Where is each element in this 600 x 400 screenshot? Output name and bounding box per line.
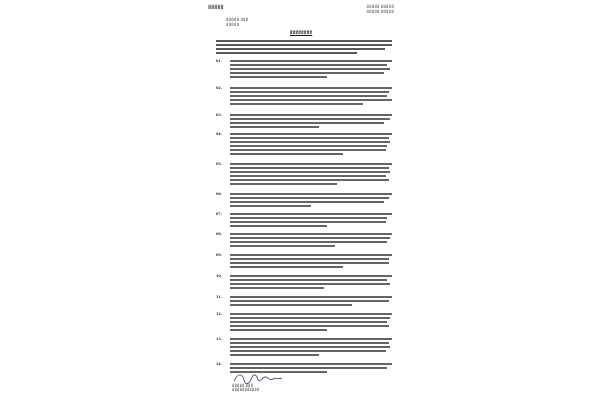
numbered-paragraph bbox=[230, 296, 392, 308]
text-line bbox=[230, 313, 392, 315]
addressee-block bbox=[226, 18, 248, 27]
paragraph-number: 04. bbox=[216, 132, 222, 136]
text-line bbox=[216, 48, 385, 50]
paragraph-number: 06. bbox=[216, 192, 222, 196]
text-line bbox=[230, 205, 311, 207]
text-line bbox=[230, 241, 387, 243]
paragraph-number: 09. bbox=[216, 253, 222, 257]
text-line bbox=[230, 254, 392, 256]
text-line bbox=[230, 149, 386, 151]
text-line bbox=[230, 346, 390, 348]
paragraph-number: 10. bbox=[216, 274, 222, 278]
text-line bbox=[230, 141, 390, 143]
text-line bbox=[230, 87, 392, 89]
text-line bbox=[230, 321, 387, 323]
text-line bbox=[230, 64, 387, 66]
text-line bbox=[230, 91, 389, 93]
text-line bbox=[230, 175, 386, 177]
text-line bbox=[230, 329, 327, 331]
text-line bbox=[230, 197, 389, 199]
paragraph-number: 03. bbox=[216, 113, 222, 117]
paragraph-number: 01. bbox=[216, 59, 222, 63]
text-line bbox=[230, 258, 389, 260]
text-line bbox=[230, 167, 389, 169]
reference-line-1: ꍎꍎꍎꍎꍎ ꍎꍎꍎꍎꍎ bbox=[366, 5, 394, 9]
text-line bbox=[230, 133, 392, 135]
text-line bbox=[230, 118, 390, 120]
text-line bbox=[230, 279, 387, 281]
text-line bbox=[230, 72, 384, 74]
addressee-line-2: ꍎꍎꍎꍎꍎ bbox=[226, 22, 240, 27]
addressee-line-1: ꍎꍎꍎꍎꍎ ꍎꍎꍎ bbox=[226, 18, 249, 22]
text-line bbox=[230, 213, 392, 215]
paragraph-number: 05. bbox=[216, 162, 222, 166]
text-line bbox=[230, 367, 387, 369]
text-line bbox=[230, 266, 343, 268]
text-line bbox=[216, 52, 357, 54]
text-line bbox=[230, 68, 390, 70]
signatory bbox=[232, 384, 259, 392]
paragraph-number: 14. bbox=[216, 362, 222, 366]
paragraph-number: 11. bbox=[216, 295, 222, 299]
signature-image bbox=[232, 371, 292, 385]
numbered-paragraph bbox=[230, 338, 392, 358]
text-line bbox=[230, 153, 343, 155]
text-line bbox=[230, 126, 319, 128]
text-line bbox=[230, 217, 387, 219]
text-line bbox=[230, 287, 324, 289]
text-line bbox=[230, 114, 392, 116]
text-line bbox=[230, 179, 389, 181]
text-line bbox=[230, 304, 352, 306]
signatory-name: ꍎꍎꍎꍎꍎ ꍎꍎꍎ bbox=[232, 384, 253, 388]
text-line bbox=[230, 163, 392, 165]
document-id: ꍎꍎꍎꍎꍎ bbox=[208, 5, 224, 10]
text-line bbox=[230, 296, 392, 298]
numbered-paragraph bbox=[230, 193, 392, 209]
text-line bbox=[230, 99, 392, 101]
text-line bbox=[230, 137, 389, 139]
document-title: ꍎꍎꍎꍎꍎꍎꍎꍎ bbox=[289, 31, 313, 35]
numbered-paragraph bbox=[230, 87, 392, 107]
text-line bbox=[230, 145, 387, 147]
numbered-paragraph bbox=[230, 163, 392, 187]
text-line bbox=[230, 103, 363, 105]
document-page bbox=[208, 2, 394, 398]
paragraph-number: 07. bbox=[216, 212, 222, 216]
numbered-paragraph bbox=[230, 233, 392, 249]
paragraph-number: 13. bbox=[216, 337, 222, 341]
text-line bbox=[230, 275, 392, 277]
text-line bbox=[230, 338, 392, 340]
text-line bbox=[230, 221, 386, 223]
numbered-paragraph bbox=[230, 114, 392, 130]
text-line bbox=[230, 350, 386, 352]
intro-paragraph bbox=[216, 40, 392, 56]
numbered-paragraph bbox=[230, 313, 392, 333]
text-line bbox=[230, 237, 390, 239]
text-line bbox=[230, 225, 327, 227]
text-line bbox=[230, 193, 392, 195]
text-line bbox=[230, 325, 389, 327]
text-line bbox=[216, 40, 392, 42]
numbered-paragraph bbox=[230, 60, 392, 80]
numbered-paragraph bbox=[230, 213, 392, 229]
paragraph-number: 08. bbox=[216, 232, 222, 236]
numbered-paragraph bbox=[230, 254, 392, 270]
text-line bbox=[230, 95, 387, 97]
signatory-title: ꍎꍎꍎꍎꍎꍎꍎꍎꍎꍎꍎ bbox=[232, 388, 260, 392]
text-line bbox=[230, 60, 392, 62]
text-line bbox=[230, 363, 392, 365]
text-line bbox=[230, 283, 390, 285]
text-line bbox=[230, 183, 337, 185]
document-reference bbox=[366, 5, 394, 14]
text-line bbox=[230, 245, 335, 247]
numbered-paragraph bbox=[230, 133, 392, 157]
text-line bbox=[230, 300, 389, 302]
text-line bbox=[230, 354, 319, 356]
text-line bbox=[230, 262, 389, 264]
text-line bbox=[230, 122, 384, 124]
text-line bbox=[230, 317, 390, 319]
text-line bbox=[230, 342, 389, 344]
text-line bbox=[216, 44, 392, 46]
text-line bbox=[230, 233, 392, 235]
paragraph-number: 12. bbox=[216, 312, 222, 316]
text-line bbox=[230, 201, 384, 203]
numbered-paragraph bbox=[230, 275, 392, 291]
reference-line-2: ꍎꍎꍎꍎꍎ ꍎꍎꍎꍎꍎ bbox=[366, 9, 394, 14]
text-line bbox=[230, 171, 390, 173]
paragraph-number: 02. bbox=[216, 86, 222, 90]
text-line bbox=[230, 76, 327, 78]
